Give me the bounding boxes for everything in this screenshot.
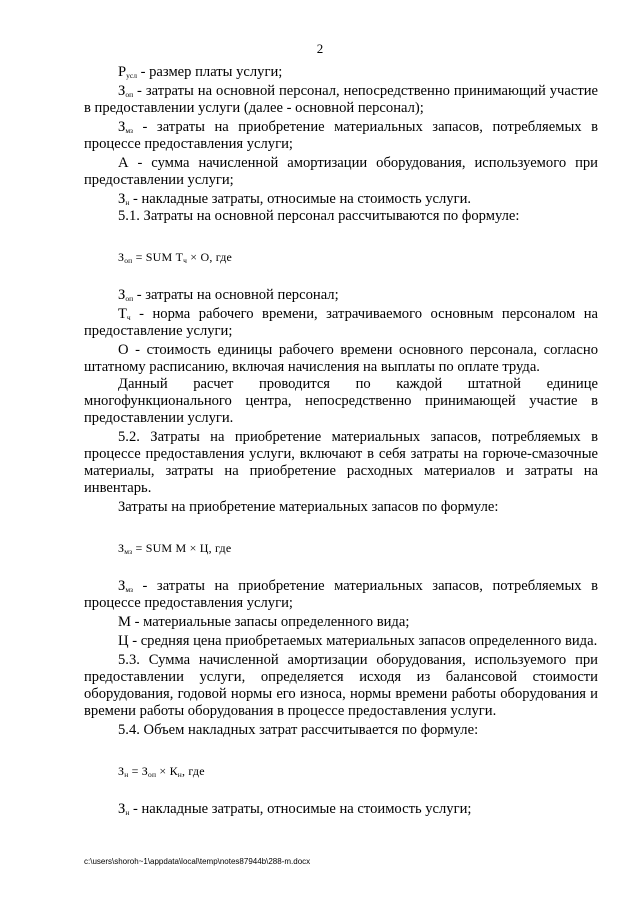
section-5-4: 5.4. Объем накладных затрат рассчитывается по формуле:: [118, 722, 479, 738]
def-z-n: $З_н$ - накладные затраты, относимые на стоимость услуги.: [118, 191, 472, 207]
section-5-2-formula-intro: Затраты на приобретение материальных запасов по формуле:: [118, 499, 499, 515]
section-5-3: 5.3. Сумма начисленной амортизации оборудования, используемого при предоставлении услуги, определяется исходя из балансовой стоимости оборудования, годовой нормы его износа, нормы времени работы оборудования и времени работы оборудования в процессе предоставления услуги.: [84, 652, 598, 719]
def-p-usl: $P_{усл}$ - размер платы услуги;: [118, 64, 283, 80]
section-5-1: 5.1. Затраты на основной персонал рассчитываются по формуле:: [118, 208, 520, 224]
formula-z-op: $З_{оп}$ = SUM $Т_ч \times О$, где: [118, 250, 233, 265]
formula-z-n: $З_н = З_{оп} \times К_н$, где: [118, 764, 205, 779]
def2-calc-note: Данный расчет проводится по каждой штатной единице многофункционального центра, непосредственно принимающей участие в предоставлении услуги.: [84, 376, 598, 426]
def3-z-mz: $З_{мз}$ - затраты на приобретение материальных запасов, потребляемых в процессе предоставления услуги;: [84, 578, 598, 611]
def2-o: О - стоимость единицы рабочего времени основного персонала, согласно штатному расписанию, включая начисления на выплаты по оплате труда.: [84, 342, 598, 375]
def-z-op: $З_{оп}$ - затраты на основной персонал, непосредственно принимающий участие в предоставлении услуги (далее - основной персонал);: [84, 83, 598, 116]
def3-m: М - материальные запасы определенного вида;: [118, 614, 410, 630]
document-body: [84, 64, 598, 818]
def2-z-op: $З_{оп}$ - затраты на основной персонал;: [118, 287, 339, 303]
def-z-mz: $З_{мз}$ - затраты на приобретение материальных запасов, потребляемых в процессе предоставления услуги;: [84, 119, 598, 152]
formula-z-mz: $З_{мз}$ = SUM М × Ц, где: [118, 541, 232, 556]
def4-z-n: $З_н$ - накладные затраты, относимые на стоимость услуги;: [118, 801, 472, 817]
page-number: 2: [316, 41, 324, 56]
section-5-2: 5.2. Затраты на приобретение материальных запасов, потребляемых в процессе предоставления услуги, включают в себя затраты на горюче-смазочные материалы, затраты на приобретение расходных материалов и затраты на инвентарь.: [84, 429, 598, 496]
def3-c: Ц - средняя цена приобретаемых материальных запасов определенного вида.: [118, 633, 598, 649]
file-path-footer: c:\users\shoroh~1\appdata\local\temp\notes87944b\288-m.docx: [84, 857, 311, 866]
def-a: А - сумма начисленной амортизации оборудования, используемого при предоставлении услуги;: [84, 155, 598, 188]
def2-t-ch: $Т_ч$ - норма рабочего времени, затрачиваемого основным персоналом на предоставление услуги;: [84, 306, 598, 339]
